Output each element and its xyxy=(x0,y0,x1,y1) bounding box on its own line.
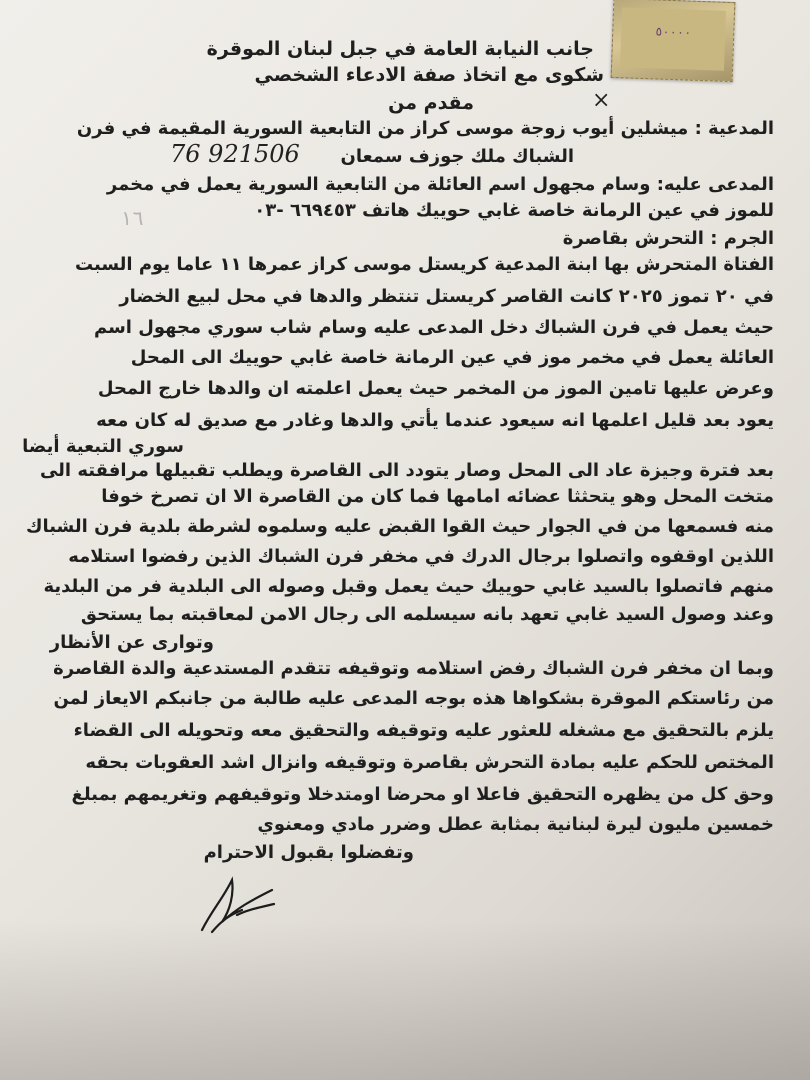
body-line: وعرض عليها تامين الموز من المخمر حيث يعمل اعلمته ان والدها خارج المحل xyxy=(97,378,774,399)
offense-line: الجرم : التحرش بقاصرة xyxy=(562,228,774,249)
body-line: وبما ان مخفر فرن الشباك رفض استلامه وتوقيفه تتقدم المستدعية والدة القاصرة xyxy=(53,658,774,679)
body-line: سوري التبعية أيضا xyxy=(22,436,184,457)
submitted-by-line: مقدم من xyxy=(388,92,474,114)
defendant-line-2: للموز في عين الرمانة خاصة غابي حوييك هاتف ٦٦٩٤٥٣ -٠٣ xyxy=(254,200,774,221)
signature xyxy=(192,860,282,940)
body-line: وحق كل من يظهره التحقيق فاعلا او محرضا اومتدخلا وتوقيفهم وتغريمهم بمبلغ xyxy=(71,784,774,805)
body-line: يعود بعد قليل اعلمها انه سيعود عندما يأتي والدها وغادر مع صديق له كان معه xyxy=(96,410,774,431)
plaintiff-line-1: المدعية : ميشلين أيوب زوجة موسى كراز من التابعية السورية المقيمة في فرن xyxy=(76,118,774,139)
handwritten-cross-mark: × xyxy=(592,88,611,113)
defendant-line-1: المدعى عليه: وسام مجهول اسم العائلة من التابعية السورية يعمل في مخمر xyxy=(106,174,774,195)
body-line: متخت المحل وهو يتحثثا عضائه امامها فما كان من القاصرة الا ان تصرخ خوفا xyxy=(101,486,774,507)
body-line: منه فسمعها من في الجوار حيث القوا القبض عليه وسلموه لشرطة بلدية فرن الشباك xyxy=(25,516,774,537)
complaint-text xyxy=(22,0,774,1080)
closing-line: وتفضلوا بقبول الاحترام xyxy=(203,842,414,863)
body-line: خمسين مليون ليرة لبنانية بمثابة عطل وضرر مادي ومعنوي xyxy=(257,814,774,835)
body-line: من رئاستكم الموقرة بشكواها هذه بوجه المدعى عليه طالبة من جانبكم الايعاز لمن xyxy=(53,688,774,709)
complaint-type-line: شكوى مع اتخاذ صفة الادعاء الشخصي xyxy=(254,64,604,86)
plaintiff-line-2: الشباك ملك جوزف سمعان xyxy=(340,146,574,167)
body-line: منهم فاتصلوا بالسيد غابي حوييك حيث يعمل وقبل وصوله الى البلدية فر من البلدية xyxy=(43,576,774,597)
body-line: اللذين اوقفوه واتصلوا برجال الدرك في مخفر فرن الشباك الذين رفضوا استلامه xyxy=(68,546,774,567)
body-line: الفتاة المتحرش بها ابنة المدعية كريستل موسى كراز عمرها ١١ عاما يوم السبت xyxy=(74,254,774,275)
body-line: يلزم بالتحقيق مع مشغله للعثور عليه وتوقيفه والتحقيق معه وتحويله الى القضاء xyxy=(73,720,774,741)
body-line: حيث يعمل في فرن الشباك دخل المدعى عليه وسام شاب سوري مجهول اسم xyxy=(93,317,774,338)
body-line: وتوارى عن الأنظار xyxy=(49,632,214,653)
body-line: وعند وصول السيد غابي تعهد بانه سيسلمه الى رجال الامن لمعاقبته بما يستحق xyxy=(80,604,774,625)
body-line: العائلة يعمل في مخمر موز في عين الرمانة خاصة غابي حوييك الى المحل xyxy=(130,347,774,368)
body-line: بعد فترة وجيزة عاد الى المحل وصار يتودد الى القاصرة ويطلب تقبيلها مرافقته الى xyxy=(39,460,774,481)
stamp-value: ٥٠٠٠٠ xyxy=(654,24,692,40)
addressee-line: جانب النيابة العامة في جبل لبنان الموقرة xyxy=(206,38,594,60)
pencil-note: ١٦ xyxy=(120,206,145,230)
handwritten-phone-number: 76 921506 xyxy=(170,140,300,168)
body-line: المختص للحكم عليه بمادة التحرش بقاصرة وتوقيفه وانزال اشد العقوبات بحقه xyxy=(85,752,774,773)
body-line: في ٢٠ تموز ٢٠٢٥ كانت القاصر كريستل تنتظر والدها في محل لبيع الخضار xyxy=(119,286,774,307)
